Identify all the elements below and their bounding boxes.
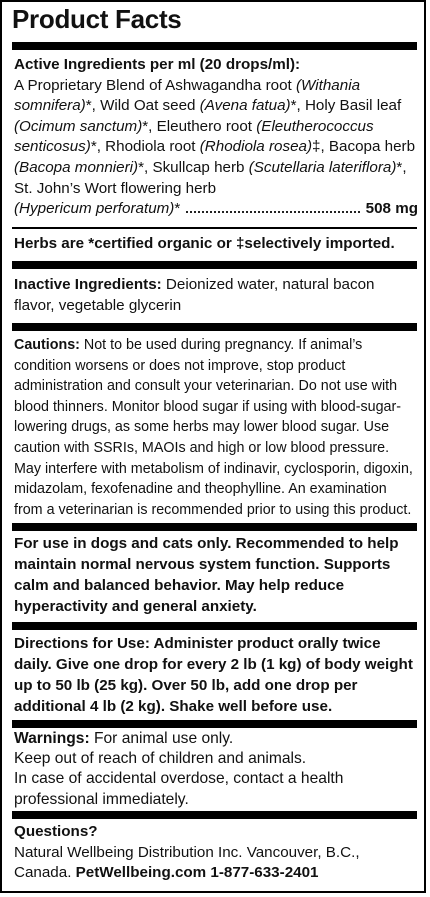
use-statement: For use in dogs and cats only. Recommended to help maintain normal nervous system function. Supports calm and balanced behavior. May help reduce hyperactivity and general anxiety. [14, 535, 399, 615]
ingredient-latin: (Avena fatua) [199, 97, 291, 115]
ingredient-latin: (Scutellaria lateriflora) [248, 158, 397, 176]
ingredient-text: *, Wild Oat seed [85, 97, 200, 115]
warnings-line: Keep out of reach of children and animals. [14, 750, 307, 768]
ingredient-text: ‡, Bacopa herb [312, 138, 416, 156]
divider [12, 323, 417, 331]
panel-title: Product Facts [12, 4, 182, 34]
warnings-section [14, 729, 418, 810]
ingredient-latin: (Eleutherococcus senticosus) [14, 117, 374, 156]
ingredient-latin: (Hypericum perforatum) [14, 200, 175, 218]
company-address: Natural Wellbeing Distribution Inc. Vancouver, B.C., [14, 843, 360, 861]
herbs-note: Herbs are *certified organic or ‡selectively imported. [14, 235, 395, 252]
divider [12, 622, 417, 630]
inactive-label: Inactive Ingredients: [14, 276, 162, 293]
ingredient-text: *, Holy Basil leaf [290, 97, 402, 115]
ingredient-text: A Proprietary Blend of Ashwagandha root [14, 76, 296, 94]
ingredient-text: * [174, 200, 181, 218]
inactive-ingredients [14, 275, 418, 316]
active-ingredients-list [14, 76, 418, 200]
divider [12, 523, 417, 531]
directions-for-use: Directions for Use: Administer product orally twice daily. Give one drop for every 2 lb (1 kg) of body weight up to 50 lb (25 kg). Over 50 lb, add one drop per additional 4 lb (2 kg). Shake well before use. [14, 635, 413, 715]
warnings-line: In case of accidental overdose, contact a health professional immediately. [14, 770, 344, 808]
country-text: Canada. [14, 864, 76, 882]
phone-number: 1-877-633-2401 [206, 864, 319, 882]
cautions-section [14, 335, 418, 520]
divider [12, 720, 417, 728]
amount-value: 508 mg [365, 200, 418, 218]
active-ingredients-heading: Active Ingredients per ml (20 drops/ml): [14, 56, 301, 73]
ingredient-latin: (Bacopa monnieri) [14, 158, 139, 176]
ingredient-text: *, St. John’s Wort flowering herb [14, 158, 407, 197]
inactive-text: Deionized water, natural bacon flavor, vegetable glycerin [14, 276, 375, 314]
divider [12, 227, 417, 229]
cautions-label: Cautions: [14, 337, 80, 353]
website-link[interactable]: PetWellbeing.com [75, 864, 207, 882]
divider [12, 261, 417, 269]
ingredient-text: *, Rhodiola root [90, 138, 200, 156]
cautions-text: Not to be used during pregnancy. If animal’s condition worsens or does not improve, stop product administration and consult your veterinarian. Do not use with blood thinners. Monitor blood sugar if using with blood-sugar- lowering drugs, as some herbs may lower blood sugar. Use caution with SSRIs, MAOIs and high or low blood pressure. May interfere with metabolism of indinavir, cyclosporin, digoxin, midazolam, fexofenadine and theophylline. An examination from a veterinarian is recommended prior to using this product. [14, 337, 413, 518]
ingredient-latin: (Ocimum sanctum) [14, 117, 143, 135]
leader-dots [186, 211, 359, 213]
questions-section [14, 822, 418, 884]
ingredient-latin: (Rhodiola rosea) [199, 138, 313, 156]
warnings-line [14, 729, 418, 749]
warnings-text: For animal use only. [89, 730, 234, 747]
divider [12, 42, 417, 50]
ingredient-text: *, Skullcap herb [138, 158, 249, 176]
divider [12, 811, 417, 819]
warnings-label: Warnings: [14, 730, 90, 747]
ingredient-latin: (Withania somnifera) [14, 76, 361, 115]
contact-line [14, 863, 418, 884]
active-ingredients-section [14, 55, 418, 220]
questions-label: Questions? [14, 823, 98, 840]
ingredient-text: *, Eleuthero root [142, 117, 257, 135]
amount-line [14, 199, 418, 220]
